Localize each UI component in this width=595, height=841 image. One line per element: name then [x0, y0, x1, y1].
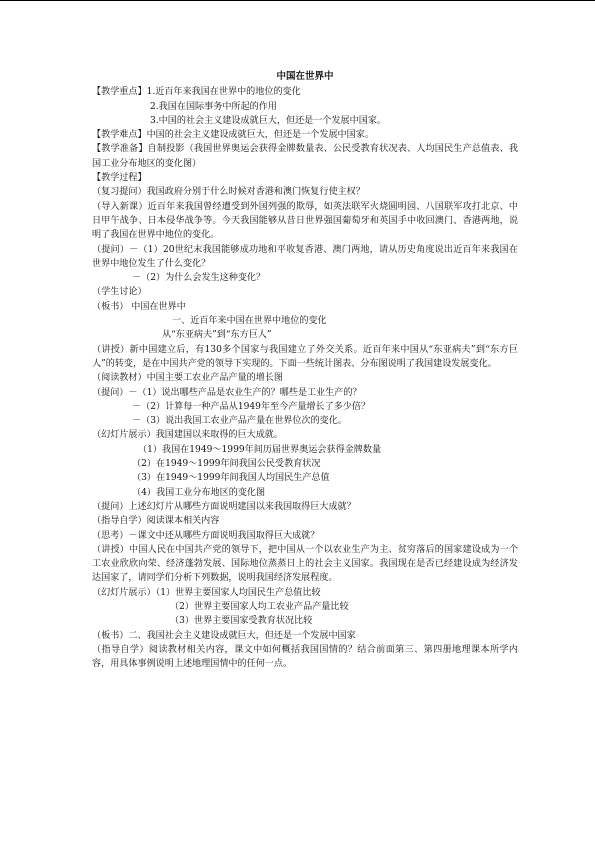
question-a: （提问）－（1）说出哪些产品是农业生产的？哪些是工业生产的？	[92, 387, 362, 398]
teaching-focus-line-2: 2.我国在国际事务中所起的作用	[150, 101, 277, 112]
teaching-preparation: 【教学准备】自制投影（我国世界奥运会获得金牌数量表、公民受教育状况表、人均国民生产总值表、我国工业分布地区的变化图）	[92, 144, 518, 169]
board-writing-section-two: （板书）二、我国社会主义建设成就巨大，但还是一个发展中国家	[92, 630, 356, 641]
teaching-focus-line-3: 3.中国的社会主义建设成就巨大，但还是一个发展中国家。	[150, 115, 387, 126]
teaching-focus-line-1: 【教学重点】1.近百年来我国在世界中的地位的变化	[92, 87, 301, 98]
slide-item-2: （2）在1949～1999年间我国公民受教育状况	[132, 459, 321, 470]
student-discussion: （学生讨论）	[92, 287, 147, 298]
slide-item-1: （1）我国在1949～1999年间历届世界奥运会获得金牌数量	[138, 444, 382, 455]
board-writing-title: （板书） 中国在世界中	[92, 301, 186, 312]
guided-self-study-2: （指导自学）阅读教材相关内容，课文中如何概括我国国情的？结合前面第三、第四册地理课本所学内容，用具体事例说明上述地理国情中的任何一点。	[92, 644, 518, 670]
question-b: －（2）计算每一种产品从1949年至今产量增长了多少倍？	[132, 401, 371, 412]
section-one-heading: 一、近百年来中国在世界中地位的变化	[172, 316, 327, 327]
top-rule	[0, 0, 595, 1]
thinking-question: （思考）－课文中还从哪些方面说明我国取得巨大成就？	[92, 530, 320, 541]
lesson-introduction: （导入新课）近百年来我国曾经遭受到外国列强的欺辱，如英法联军火烧圆明园、八国联军攻打北京、中日甲午战争、日本侵华战争等。今天我国能够从昔日世界强国葡萄牙和英国手中收回澳门、香港两地，说明了我国在世界中地位的变化。	[92, 201, 518, 241]
question-1: （提问）－（1）20世纪末我国能够成功地和平收复香港、澳门两地，请从历史角度说出近百年来我国在世界中地位发生了什么变化？	[92, 244, 518, 269]
slide-show-comparison-1: （幻灯片展示）（1）世界主要国家人均国民生产总值比较	[92, 587, 321, 598]
reading-material: （阅读教材）中国主要工农业产品产量的增长图	[92, 373, 283, 384]
question-achievements: （提问）上述幻灯片从哪些方面说明建国以来我国取得巨大成就？	[92, 501, 356, 512]
question-c: －（3）说出我国工农业产品产量在世界位次的变化。	[132, 416, 347, 427]
document-title: 中国在世界中	[276, 71, 334, 82]
document-page	[92, 70, 518, 671]
review-question: （复习提问）我国政府分别于什么时候对香港和澳门恢复行使主权？	[92, 187, 365, 198]
slide-item-4: （4）我国工业分布地区的变化图	[132, 487, 266, 498]
lecture-paragraph-2: （讲授）中国人民在中国共产党的领导下，把中国从一个以农业生产为主、贫穷落后的国家建设成为一个工农业欣欣向荣、经济蓬勃发展、国际地位蒸蒸日上的社会主义国家。我国现在是否已经建设成为经济发达国家了，请同学们分析下列数据，说明我国经济发展程度。	[92, 544, 518, 584]
guided-self-study-1: （指导自学）阅读课本相关内容	[92, 516, 220, 527]
slide-show-comparison-2: （2）世界主要国家人均工农业产品产量比较	[170, 601, 349, 612]
teaching-process-heading: 【教学过程】	[92, 173, 147, 184]
teaching-difficulty: 【教学难点】中国的社会主义建设成就巨大，但还是一个发展中国家。	[92, 130, 374, 141]
slide-show-comparison-3: （3）世界主要国家受教育状况比较	[170, 616, 313, 627]
slide-show-achievements: （幻灯片展示）我国建国以来取得的巨大成就。	[92, 430, 283, 441]
section-one-subheading: 从“东亚病夫”到“东方巨人”	[162, 330, 272, 341]
question-2: －（2）为什么会发生这种变化？	[132, 273, 266, 284]
slide-item-3: （3）在1949～1999年间我国人均国民生产总值	[132, 473, 330, 484]
lecture-paragraph-1: （讲授）新中国建立后，有130多个国家与我国建立了外交关系。近百年来中国从“东亚病夫”到“东方巨人”的转变，是在中国共产党的领导下实现的。下面一些统计图表、分布图说明了我国建设发展变化。	[92, 344, 518, 369]
